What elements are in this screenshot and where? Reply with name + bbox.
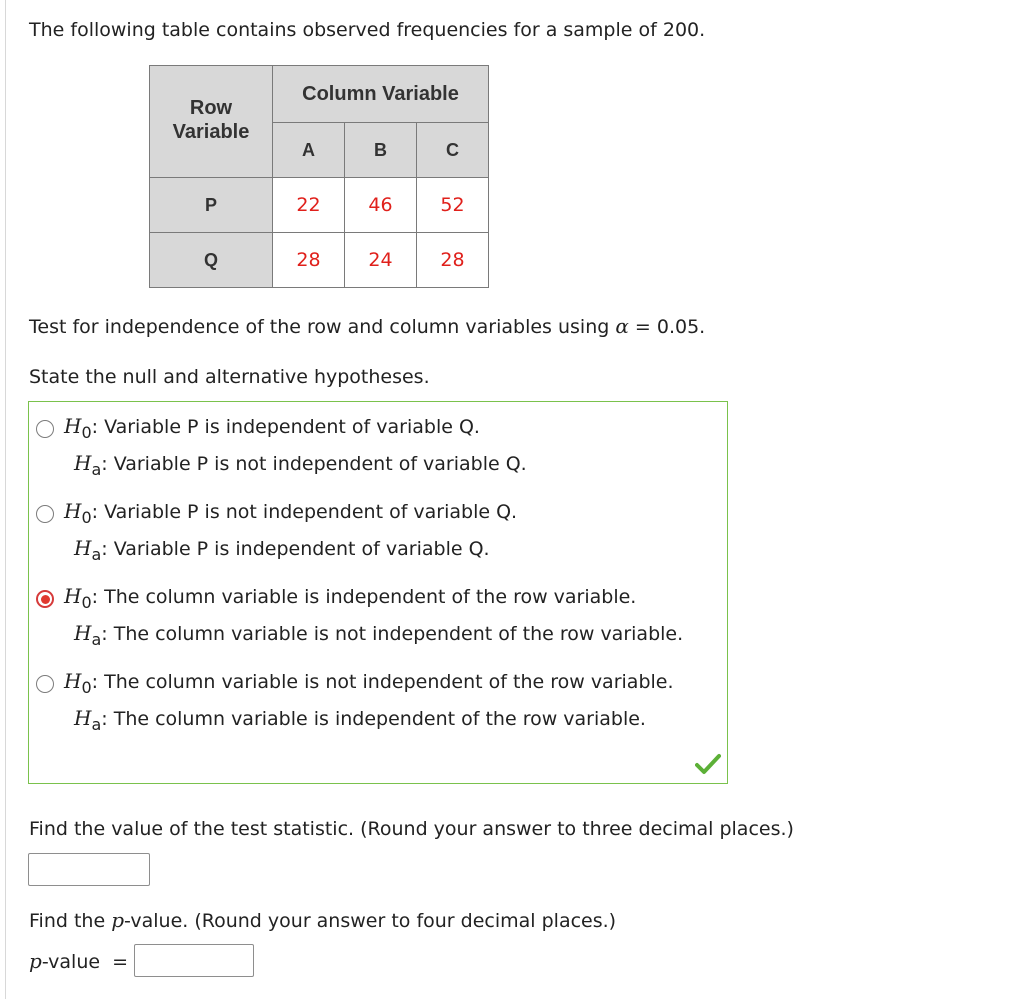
intro-text: The following table contains observed frequencies for a sample of 200.: [29, 19, 706, 41]
cell-p-a: 22: [273, 178, 345, 233]
cell-q-c: 28: [417, 233, 489, 288]
statistic-prompt: Find the value of the test statistic. (Round your answer to three decimal places.): [29, 818, 794, 840]
radio-button[interactable]: [36, 505, 54, 523]
column-header-a: A: [273, 123, 345, 178]
column-header-b: B: [345, 123, 417, 178]
left-border: [5, 0, 6, 999]
table-row: [150, 233, 489, 288]
test-statistic-input[interactable]: [28, 853, 150, 886]
radio-button[interactable]: [36, 420, 54, 438]
test-prompt: Test for independence of the row and column variables using α = 0.05.: [29, 314, 706, 338]
hypotheses-prompt: State the null and alternative hypotheses.: [29, 366, 430, 388]
radio-button[interactable]: [36, 675, 54, 693]
cell-q-b: 24: [345, 233, 417, 288]
cell-q-a: 28: [273, 233, 345, 288]
row-variable-header: Row Variable: [150, 66, 273, 178]
cell-p-b: 46: [345, 178, 417, 233]
row-label-q: Q: [150, 233, 273, 288]
pvalue-input[interactable]: [134, 944, 254, 977]
radio-button-selected[interactable]: [36, 590, 54, 608]
column-variable-header: Column Variable: [273, 66, 489, 123]
alpha-symbol: α: [615, 314, 629, 338]
correct-check-icon: [695, 753, 721, 775]
column-header-c: C: [417, 123, 489, 178]
table-row: [150, 178, 489, 233]
row-label-p: P: [150, 178, 273, 233]
pvalue-label: p-value =: [29, 949, 129, 973]
frequency-table: [149, 65, 489, 288]
pvalue-prompt: Find the p-value. (Round your answer to four decimal places.): [29, 908, 617, 932]
cell-p-c: 52: [417, 178, 489, 233]
